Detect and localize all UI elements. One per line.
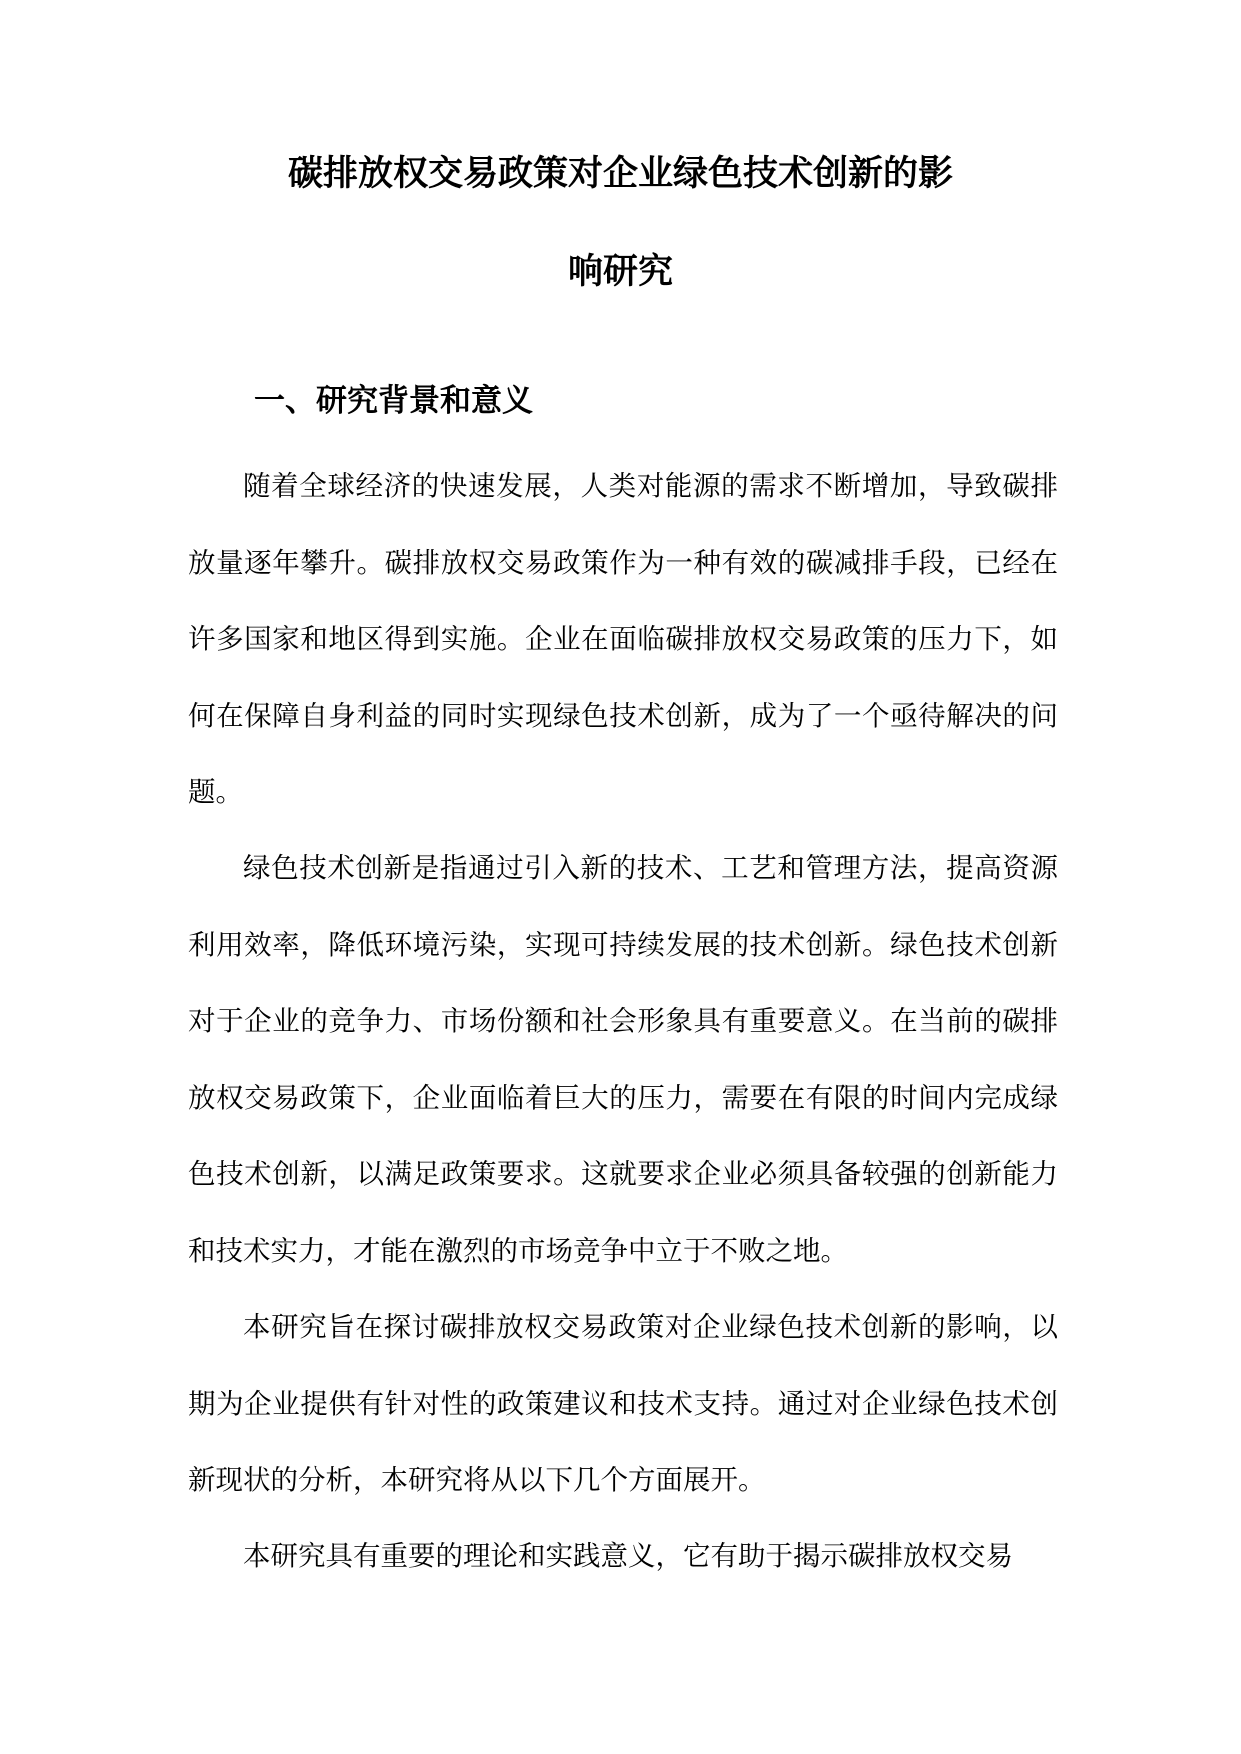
paragraph: 绿色技术创新是指通过引入新的技术、工艺和管理方法，提高资源利用效率，降低环境污染，实现可持续发展的技术创新。绿色技术创新对于企业的竞争力、市场份额和社会形象具有重要意义。在当前的碳排放权交易政策下，企业面临着巨大的压力，需要在有限的时间内完成绿色技术创新，以满足政策要求。这就要求企业必须具备较强的创新能力和技术实力，才能在激烈的市场竞争中立于不败之地。 [188, 852, 1058, 1267]
paragraph: 本研究旨在探讨碳排放权交易政策对企业绿色技术创新的影响，以期为企业提供有针对性的政策建议和技术支持。通过对企业绿色技术创新现状的分析，本研究将从以下几个方面展开。 [188, 1311, 1058, 1496]
document-title-line-2: 响研究 [567, 252, 673, 292]
paragraph: 随着全球经济的快速发展，人类对能源的需求不断增加，导致碳排放量逐年攀升。碳排放权交易政策作为一种有效的碳减排手段，已经在许多国家和地区得到实施。企业在面临碳排放权交易政策的压力下，如何在保障自身利益的同时实现绿色技术创新，成为了一个亟待解决的问题。 [188, 470, 1058, 808]
paragraph: 本研究具有重要的理论和实践意义，它有助于揭示碳排放权交易 [243, 1540, 1013, 1572]
section-heading: 一、研究背景和意义 [254, 383, 533, 419]
document-title-line-1: 碳排放权交易政策对企业绿色技术创新的影 [287, 154, 953, 194]
